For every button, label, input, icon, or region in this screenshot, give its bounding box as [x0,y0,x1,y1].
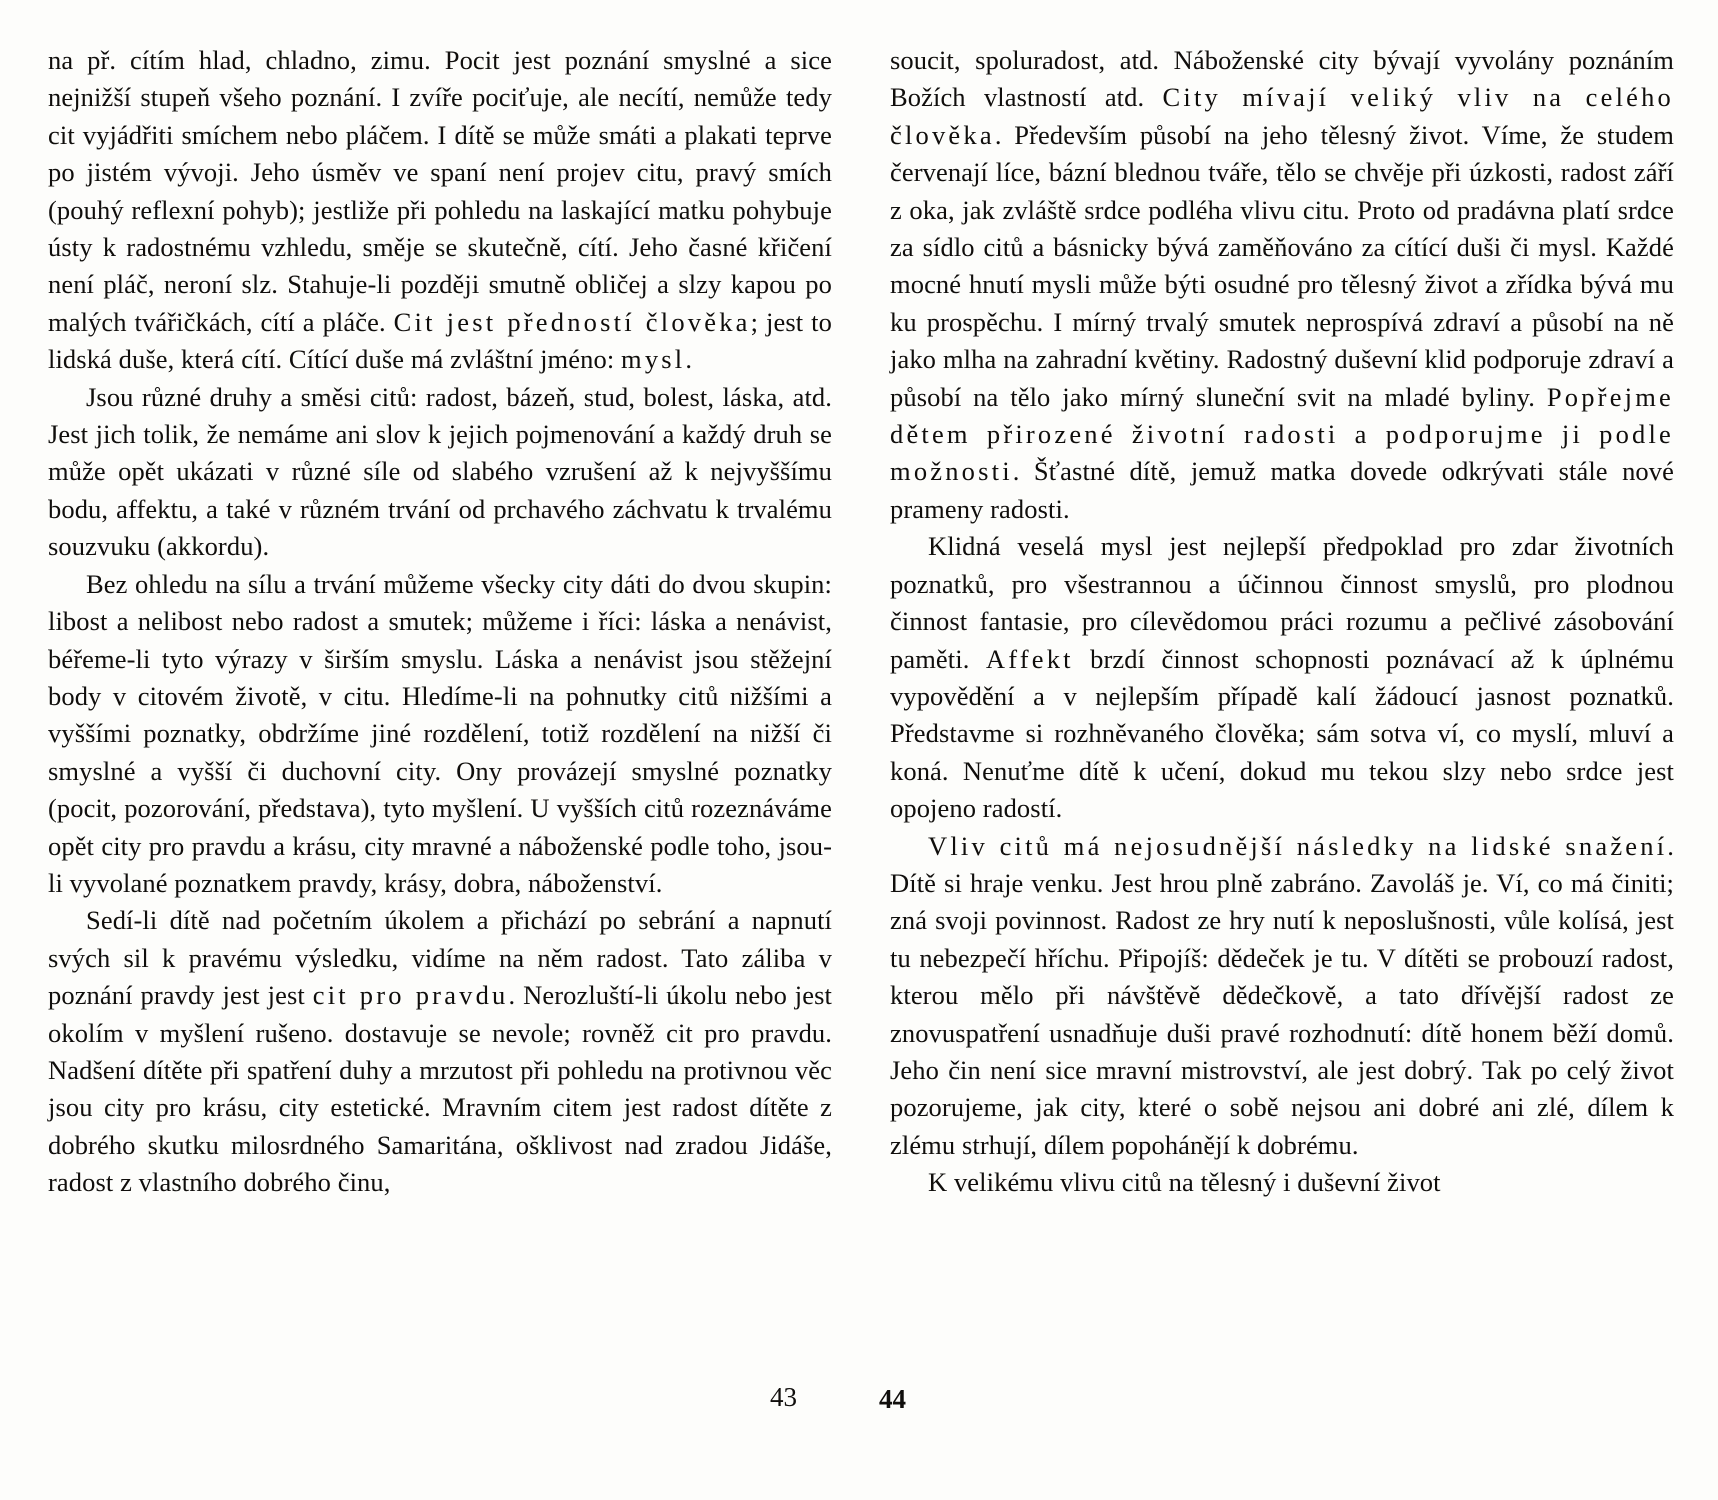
body-run: Sedí-li dítě nad početním úkolem a přichází po sebrání a napnutí svých sil k pravému výsledku, vidíme na něm radost. Tato záliba v poznání pravdy jest jest [48,905,832,1011]
body-run: K velikému vlivu citů na tělesný i duševní život [928,1167,1441,1198]
right-column-paragraph [890,528,1674,827]
text-columns [48,42,1674,1202]
body-run: . Především působí na jeho tělesný život. Víme, že studem červenají líce, bázní blednou tváře, tělo se chvěje při úzkosti, radost září z oka, jak zvláště srdce podléha vlivu citu. Proto od pradávna platí srdce za sídlo citů a básnicky bývá zaměňováno za cítící duši či mysl. Každé mocné hnutí mysli může býti osudné pro tělesný život a zřídka bývá mu ku prospěchu. I mírný trvalý smutek neprospívá zdraví a působí na ně jako mlha na zahradní květiny. Radostný duševní klid podporuje zdraví a působí na tělo jako mírný sluneční svit na mladé byliny. [890,119,1674,412]
body-run: . Nerozluští-li úkolu nebo jest okolím v myšlení rušeno. dostavuje se nevole; rovněž cit pro pravdu. Nadšení dítěte při spatření duhy a mrzutost při pohledu na protivnou věc jsou city pro krásu, city estetické. Mravním citem jest radost dítěte z dobrého skutku milosrdného Samaritána, ošklivost nad zradou Jidáše, radost z vlastního dobrého činu, [48,980,833,1198]
body-run: Bez ohledu na sílu a trvání můžeme všecky city dáti do dvou skupin: libost a nelibost nebo radost a smutek; můžeme i říci: láska a nenávist, béřeme-li tyto výrazy v širším smyslu. Láska a nenávist jsou stěžejní body v citovém životě, v citu. Hledíme-li na pohnutky citů nižšími a vyššími poznatky, obdržíme jiné rozdělení, totiž rozdělení na nižší či smyslné a vyšší či duchovní city. Ony provázejí smyslné poznatky (pocit, pozorování, představa), tyto myšlení. U vyšších citů rozeznáváme opět city pro pravdu a krásu, city mravné a náboženské podle toho, jsou-li vyvolané poznatkem pravdy, krásy, dobra, náboženství. [48,568,832,898]
emphasized-run: mysl [621,344,686,375]
right-column-paragraph [890,828,1674,1165]
body-run: ; jest to lidská duše, která cítí. Cítící duše má zvláštní jméno: [48,306,832,375]
body-run: Klidná veselá mysl jest nejlepší předpoklad pro zdar životních poznatků, pro všestrannou a účinnou činnost smyslů, pro plodnou činnost fantasie, pro cílevědomou práci rozumu a pečlivé zásobování paměti. [890,531,1674,674]
emphasized-run: Popřejme dětem přirozené životní radosti a podporujme ji podle možnosti [890,381,1674,487]
right-column-paragraph [890,42,1674,528]
emphasized-run: Cit jest předností člověka [393,306,751,337]
left-column-paragraph [48,566,832,903]
folio-left: 43 [770,1382,797,1412]
page-footer [0,1382,1718,1422]
folio-right: 44 [879,1384,906,1414]
right-text-column [890,42,1674,1202]
left-column-paragraph [48,379,832,566]
emphasized-run: Vliv citů má nejosudnější následky na lidské snažení [928,830,1668,861]
emphasized-run: Affekt [985,643,1074,674]
body-run: . Šťastné dítě, jemuž matka dovede odkrývati stále nové prameny radosti. [890,456,1674,524]
body-run: na př. cítím hlad, chladno, zimu. Pocit jest poznání smyslné a sice nejnižší stupeň všeho poznání. I zvíře pociťuje, ale necítí, nemůže tedy cit vyjádřiti smíchem nebo pláčem. I dítě se může smáti a plakati teprve po jistém vývoji. Jeho úsměv ve spaní není projev citu, pravý smích (pouhý reflexní pohyb); jestliže při pohledu na laskající matku pohybuje ústy k radostnému vzhledu, směje se skutečně, cítí. Jeho časné křičení není pláč, neroní slz. Stahuje-li později smutně obličej a slzy kapou po malých tvářičkách, cítí a pláče. [48,45,832,337]
emphasized-run: cit pro pravdu [312,980,509,1011]
left-text-column [48,42,832,1202]
body-run: brzdí činnost schopnosti poznávací až k úplnému vypovědění a v nejlepším případě kalí žádoucí jasnost poznatků. Představme si rozhněvaného člověka; sám sotva ví, co myslí, mluví a koná. Nenuťme dítě k učení, dokud mu tekou slzy nebo srdce jest opojeno radostí. [890,643,1674,824]
body-run: . Dítě si hraje venku. Jest hrou plně zabráno. Zavoláš je. Ví, co má činiti; zná svoji povinnost. Radost ze hry nutí k neposlušnosti, vůle kolísá, jest tu nebezpečí hříchu. Připojíš: dědeček je tu. V dítěti se probouzí radost, kterou mělo při návštěvě dědečkově, a tato dřívější radost ze znovuspatření usnadňuje duši pravé rozhodnutí: dítě honem běží domů. Jeho čin není sice mravní mistrovství, ale jest dobrý. Tak po celý život pozorujeme, jak city, které o sobě nejsou ani dobré ani zlé, dílem k zlému strhují, dílem popohánějí k dobrému. [890,830,1674,1160]
body-run: Jsou různé druhy a směsi citů: radost, bázeň, stud, bolest, láska, atd. Jest jich tolik, že nemáme ani slov k jejich pojmenování a každý druh se může opět ukázati v různé síle od slabého vzrušení až k nejvyššímu bodu, affektu, a také v různém trvání od prchavého záchvatu k trvalému souzvuku (akkordu). [48,381,832,562]
emphasized-run: City mívají veliký vliv na celého člověka [890,82,1674,150]
right-column-paragraph [890,1164,1674,1201]
left-column-paragraph [48,902,832,1201]
body-run: . [685,344,693,375]
left-column-paragraph [48,42,832,379]
body-run: soucit, spoluradost, atd. Náboženské city bývají vyvolány poznáním Božích vlastností atd. [890,45,1674,113]
